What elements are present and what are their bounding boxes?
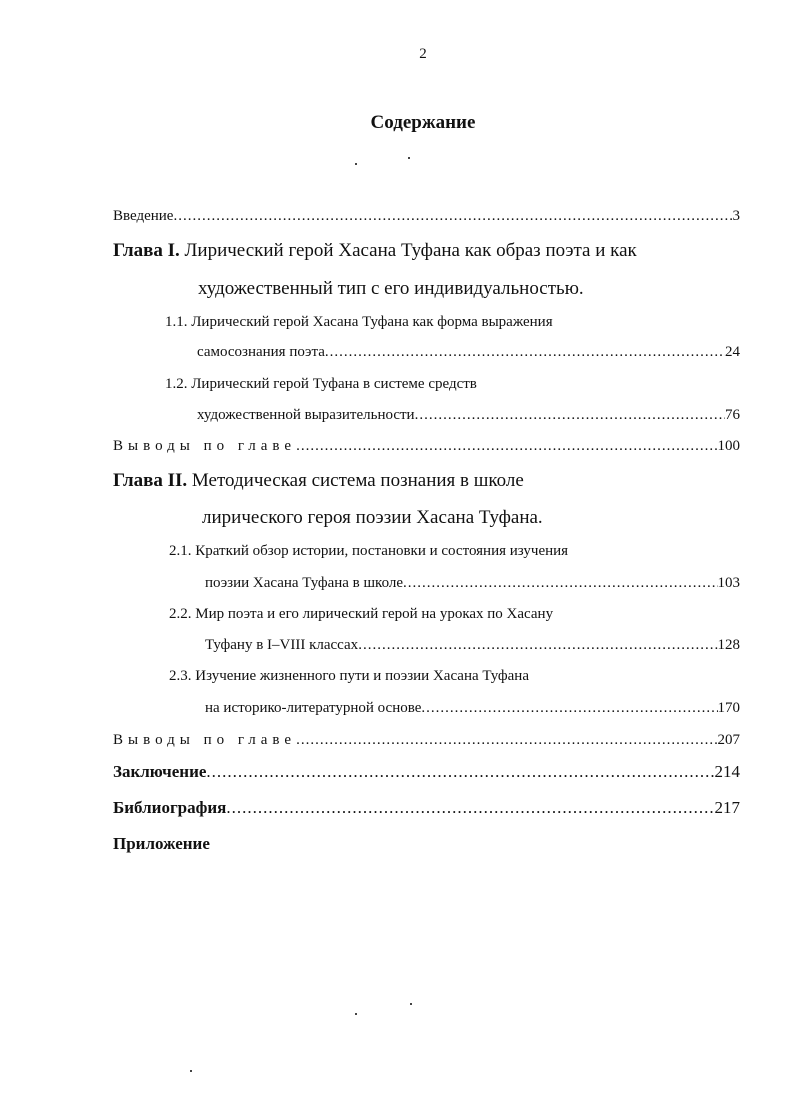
toc-title: Содержание [370,112,476,133]
section-title-cont: Туфану в I–VIII классах [205,637,359,653]
section-number: 1.2. [165,376,188,392]
toc-entry-label: Заключение [113,762,207,781]
leader-dots [415,407,725,424]
section-2-2-line2 [205,637,740,654]
section-page: 103 [717,575,740,591]
chapter-1-heading [113,240,637,262]
section-page: 24 [725,344,740,360]
scan-speck [408,157,410,159]
section-page: 170 [717,700,740,716]
chapter-1-title-line1: Лирический герой Хасана Туфана как образ поэта и как [184,240,637,261]
toc-entry-page: 214 [714,762,740,781]
scan-speck [190,1070,192,1072]
leader-dots [421,700,717,717]
section-title-cont: самосознания поэта [197,344,325,360]
conclusions-label: Выводы по главе [113,732,297,748]
section-page: 128 [717,637,740,653]
leader-dots [296,732,717,749]
section-page: 76 [725,407,740,423]
toc-entry-page: 217 [714,798,740,817]
leader-dots [403,575,717,592]
toc-entry-label: Введение [113,208,174,224]
section-2-2-line1 [169,606,553,623]
toc-entry-bibliography [113,798,740,818]
scan-speck [410,1003,412,1005]
section-2-3-line1 [169,668,529,685]
chapter-2-title-line2: лирического героя поэзии Хасана Туфана. [202,507,543,528]
section-2-1-line1 [169,543,568,560]
scan-speck [355,1013,357,1015]
section-title: Мир поэта и его лирический герой на уроках по Хасану [195,606,554,622]
leader-dots [296,438,717,455]
leader-dots [325,344,725,361]
toc-entry-label: Библиография [113,798,227,817]
section-1-2-line1 [165,376,477,393]
chapter-2-conclusions [113,732,740,749]
section-title-cont: художественной выразительности [197,407,415,423]
section-1-1-line1 [165,314,553,331]
page-number: 2 [419,46,427,62]
section-title: Лирический герой Хасана Туфана как форма выражения [191,314,553,330]
section-1-2-line2 [197,407,740,424]
conclusions-page: 207 [717,732,740,748]
section-1-1-line2 [197,344,740,361]
chapter-2-heading [113,470,524,492]
chapter-1-title-line2: художественный тип с его индивидуальностью. [198,278,584,299]
chapter-1-prefix: Глава I. [113,240,180,261]
section-title: Лирический герой Туфана в системе средств [191,376,477,392]
chapter-1-conclusions [113,438,740,455]
conclusions-label: Выводы по главе [113,438,297,454]
section-number: 1.1. [165,314,188,330]
section-2-1-line2 [205,575,740,592]
section-number: 2.2. [169,606,192,622]
chapter-2-prefix: Глава II. [113,470,188,491]
section-number: 2.3. [169,668,192,684]
conclusions-page: 100 [717,438,740,454]
section-title-cont: поэзии Хасана Туфана в школе [205,575,404,591]
section-2-3-line2 [205,700,740,717]
toc-entry-conclusion [113,762,740,782]
leader-dots [358,637,717,654]
section-title: Изучение жизненного пути и поэзии Хасана Туфана [195,668,529,684]
toc-entry-intro [113,208,740,225]
scan-speck [355,163,357,165]
section-number: 2.1. [169,543,192,559]
toc-entry-appendix: Приложение [113,834,210,853]
chapter-2-title-line1: Методическая система познания в школе [191,470,524,491]
leader-dots [206,762,714,782]
section-title: Краткий обзор истории, постановки и состояния изучения [195,543,569,559]
leader-dots [173,208,732,225]
leader-dots [226,798,714,818]
section-title-cont: на историко-литературной основе [205,700,422,716]
toc-entry-page: 3 [732,208,740,224]
